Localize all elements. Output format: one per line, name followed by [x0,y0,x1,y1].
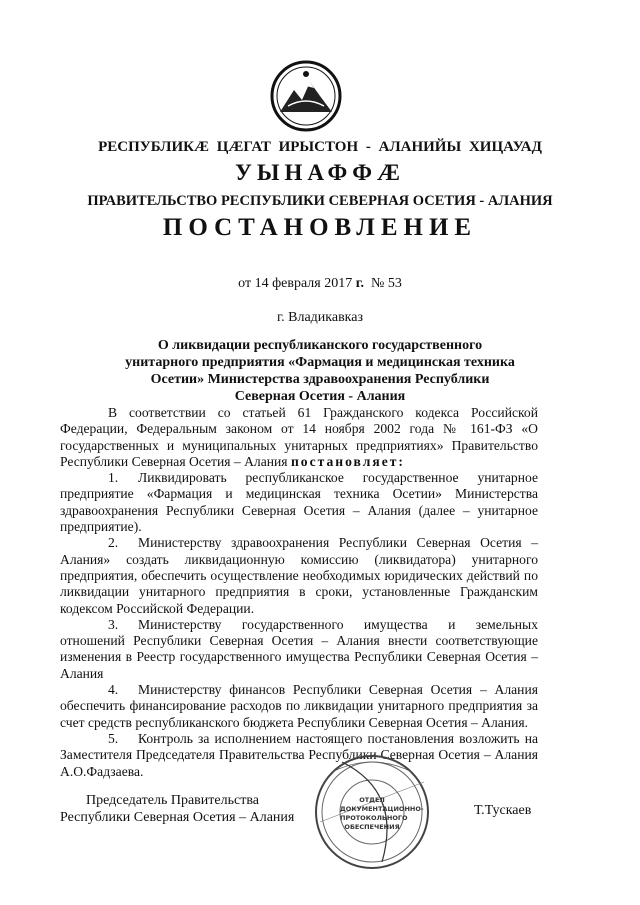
list-item [60,617,538,682]
header-ossetian-decree: УЫНАФФӔ [234,160,406,185]
signatory-position [60,792,294,826]
city: г. Владикавказ [276,310,364,325]
item-text: Контроль за исполнением настоящего постановления возложить на Заместителя Председателя Правительства Республики Северная Осетия – Алания А.О.Фадзаева. [60,730,538,779]
list-item [60,470,538,535]
item-text: Министерству финансов Республики Северная Осетия – Алания обеспечить финансирование расходов по ликвидации унитарного предприятия за счет средств республиканского бюджета Республики Северная Осетия – Алания. [60,682,538,730]
item-text: Ликвидировать республиканское государственное унитарное предприятие «Фармация и медицинская техника Осетии» Министерства здравоохранения Республики Северная Осетия – Алания (далее – унитарное предприятие). [60,470,538,535]
item-number: 4. [108,682,119,698]
decree-subject-title: О ликвидации республиканского государственного унитарного предприятия «Фармация и медицинская техника Осетии» Министерства здравоохранения Республики Северная Осетия - Алания [125,338,515,404]
stamp-line: ДОКУМЕНТАЦИОННО- [340,805,424,813]
date-prefix: от [238,276,252,291]
header-ossetian-republic: РЕСПУБЛИКӔ ЦӔГАТ ИРЫСТОН - АЛАНИЙЫ ХИЦАУАД [98,139,542,155]
signatory-position-line1: Председатель Правительства [86,793,259,808]
stamp-line: ОТДЕЛ [359,796,385,804]
signatory-name: Т.Тускаев [474,803,532,818]
item-number: 5. [108,730,119,746]
signatory-position-line2: Республики Северная Осетия – Алания [60,810,295,825]
preamble-paragraph [60,405,538,470]
stamp-line: ПРОТОКОЛЬНОГО [340,814,408,822]
date-value: 14 февраля 2017 [254,276,353,291]
date-year-suffix: г. [355,276,365,291]
item-text: Министерству государственного имущества и земельных отношений Республики Северная Осетия – Алания внести соответствующие изменения в Реестр государственного имущества Республики Северная Осетия – Алания [60,616,538,681]
list-item [60,682,538,731]
item-number: 1. [108,470,119,486]
list-item [60,731,538,780]
item-text: Министерству здравоохранения Республики Северная Осетия – Алания» создать ликвидационную комиссию (ликвидатора) унитарного предприятия, обеспечить осуществление необходимых юридических действий по ликвидации унитарного предприятия в сроки, установленные Гражданским кодексом Российской Федерации. [60,535,538,616]
stamp-line: ОБЕСПЕЧЕНИЯ [344,823,400,831]
stamp-text [340,796,424,832]
list-item [60,535,538,616]
coat-of-arms-emblem [270,60,342,132]
item-number: 3. [108,616,119,632]
header-government: ПРАВИТЕЛЬСТВО РЕСПУБЛИКИ СЕВЕРНАЯ ОСЕТИЯ - АЛАНИЯ [87,193,553,209]
item-number: 2. [108,535,119,551]
preamble-decree-word: постановляет: [290,453,405,469]
decree-body [60,405,538,780]
decree-number: № 53 [371,276,402,291]
header-decree-title: ПОСТАНОВЛЕНИЕ [162,214,478,241]
decree-date-line [0,276,640,292]
preamble-text: В соответствии со статьей 61 Гражданского кодекса Российской Федерации, Федеральным законом от 14 ноября 2002 года № 161-ФЗ «О государственных и муниципальных унитарных предприятиях» Правительство Республики Северная Осетия – Алания [60,405,538,469]
